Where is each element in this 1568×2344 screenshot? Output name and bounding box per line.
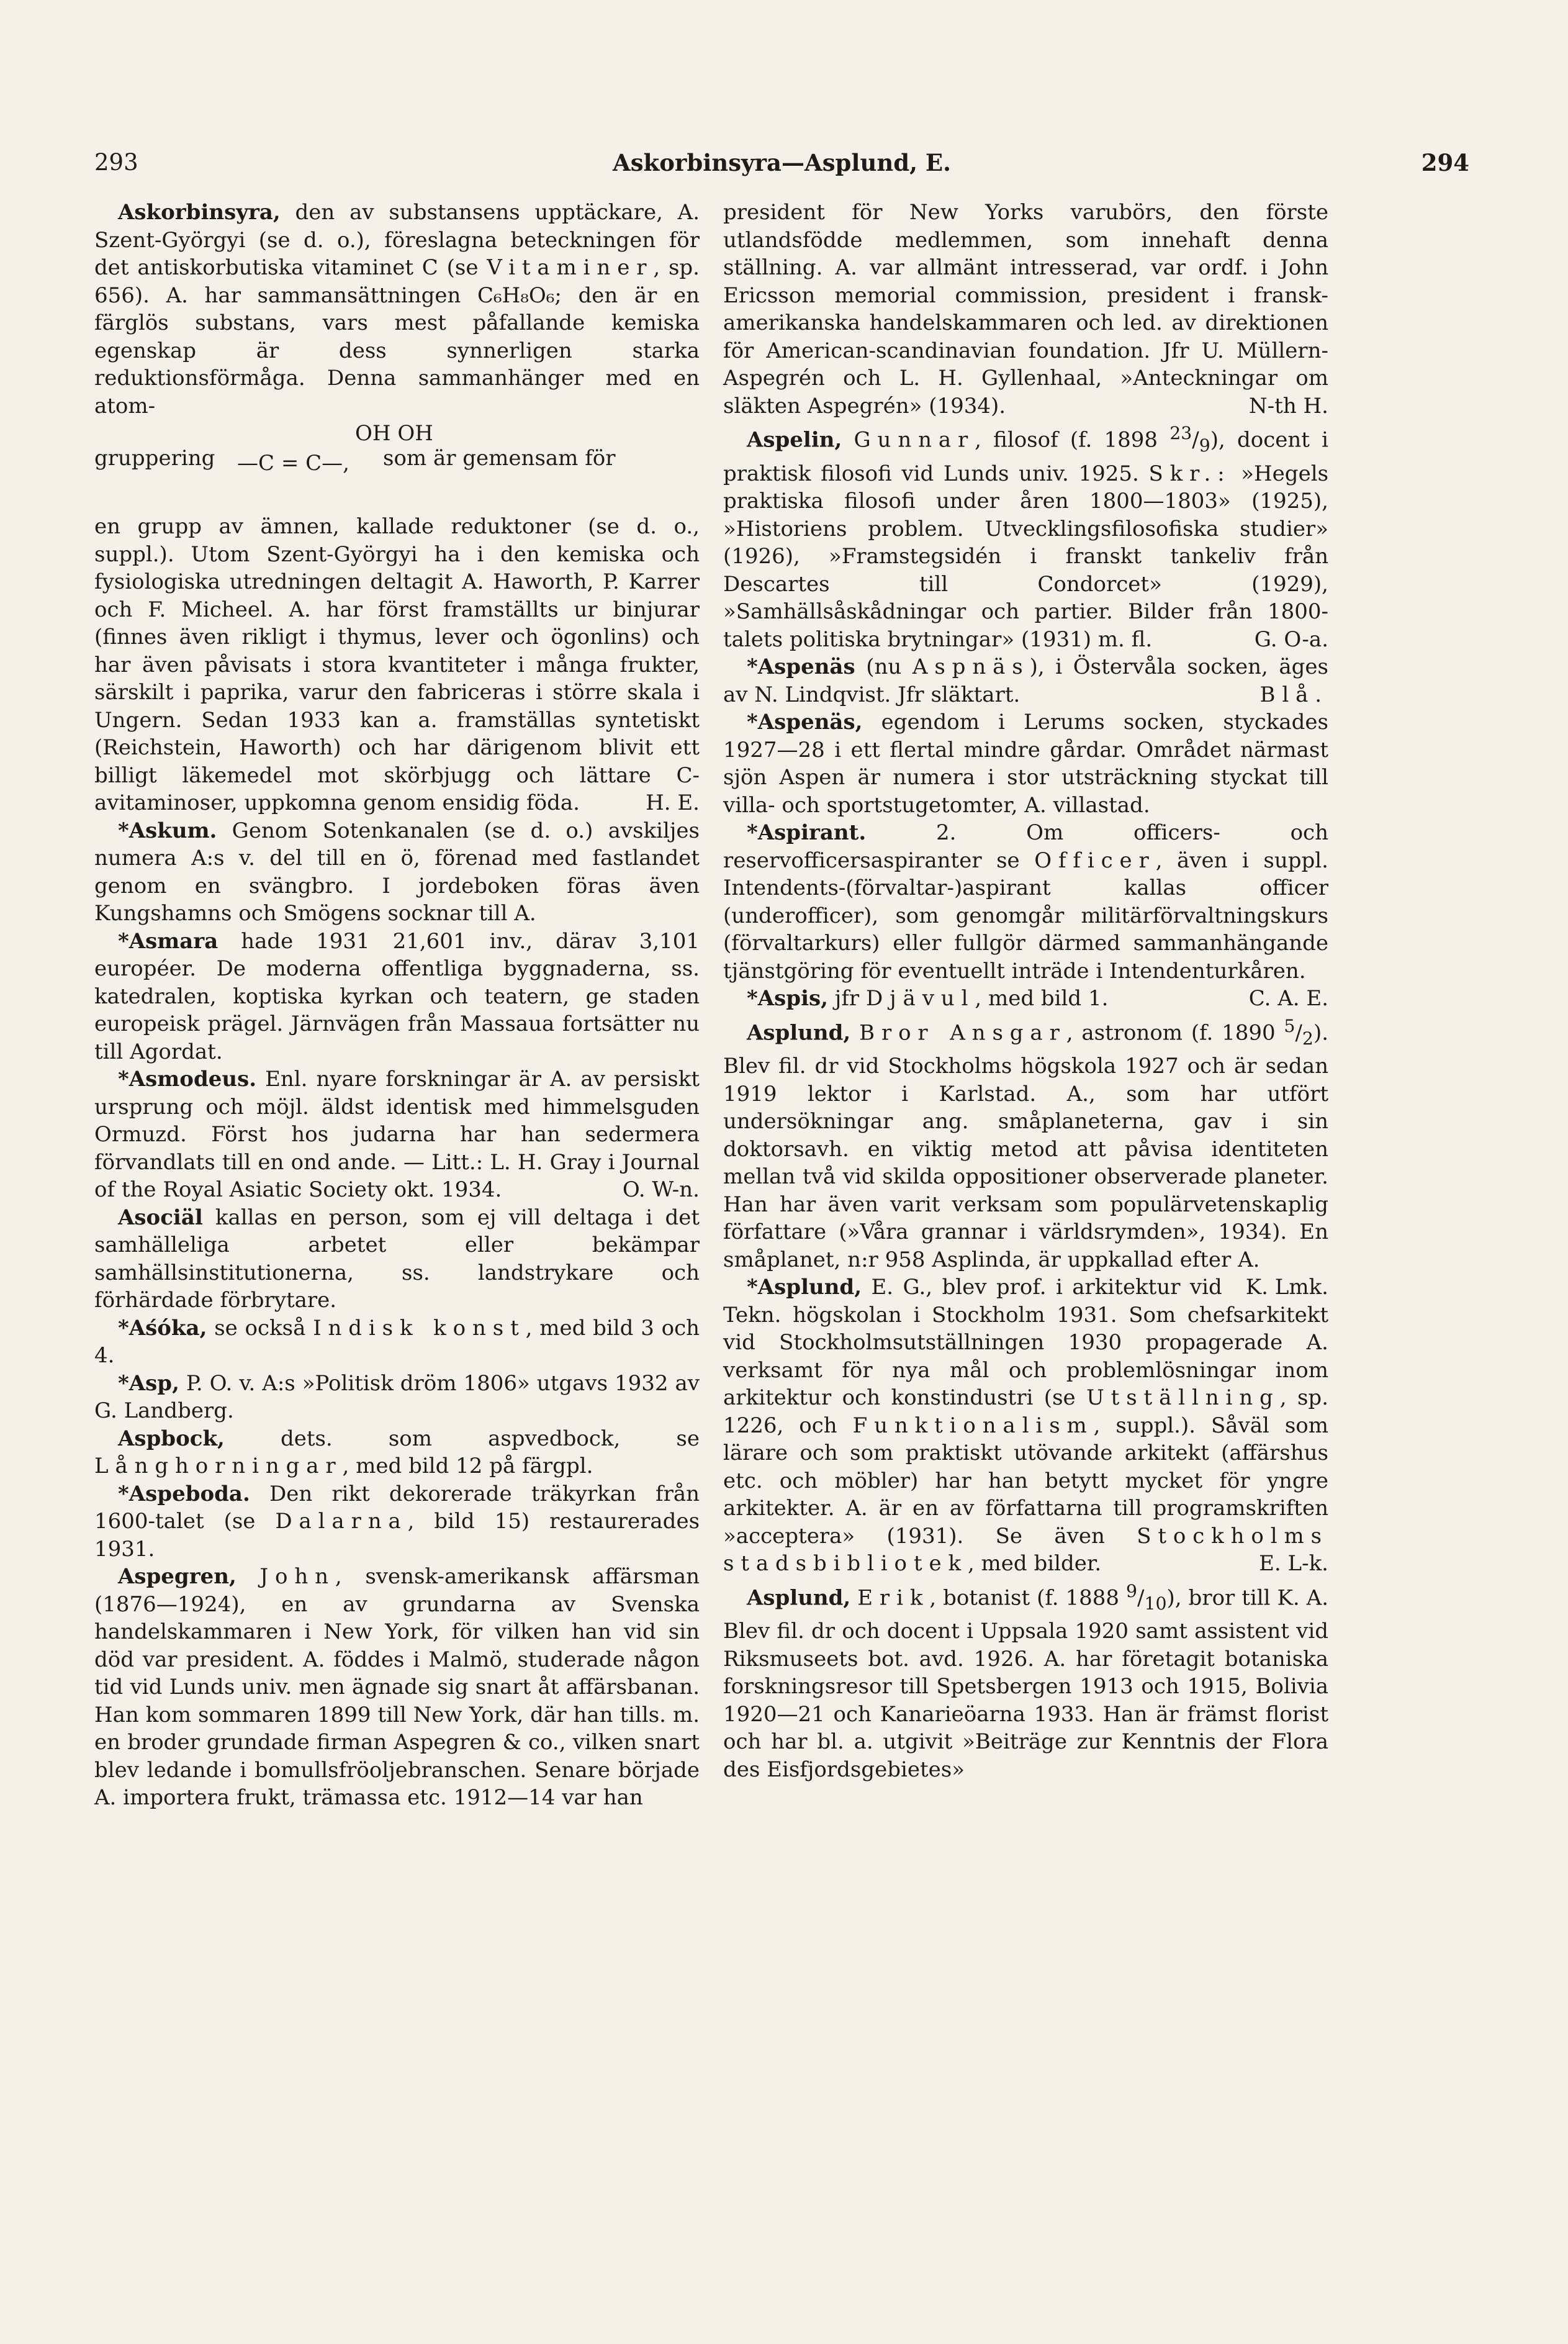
entry-text: egendom i Lerums socken, styckades 1927—28 i ett flertal mindre gårdar. Området närmast sjön Aspen är numera i stor utsträckning styckat till villa- och sportstugetomter, A. villastad. xyxy=(723,710,1329,818)
entry-text: dets. som aspvedbock, se xyxy=(280,1426,700,1451)
entry-text: Den rikt dekorerade träkyrkan från 1600-talet (se xyxy=(94,1481,700,1534)
entry-aspenas-1 xyxy=(723,653,1328,708)
entry-text: hade 1931 21,601 inv., därav 3,101 européer. De moderna offentliga byggnaderna, ss. katedralen, koptiska kyrkan och teatern, ge staden europeisk prägel. Järnvägen från Massaua fortsätter nu till Agordat. xyxy=(94,928,700,1064)
headword: Aspegren, xyxy=(118,1564,237,1589)
entry-aspegren xyxy=(94,1563,700,1812)
page-number-right: 294 xyxy=(1421,149,1469,176)
headword: *Aspirant. xyxy=(747,820,867,846)
entry-asmodeus xyxy=(94,1066,700,1204)
cross-reference: Indisk konst xyxy=(313,1315,526,1341)
headword: *Aspis, xyxy=(747,986,828,1011)
entry-text: se också xyxy=(214,1315,306,1341)
entry-text: en grupp av ämnen, kallade reduktoner (se d. o., suppl.). Utom Szent-Györgyi ha i den kemiska och fysiologiska utredningen deltagit A. Haworth, P. Karrer och F. Micheel. A. har först framställts ur binjurar (finnes även rikligt i thymus, lever och ögonlins) och har även påvisats i stora kvantiteter i många frukter, särskilt i paprika, varur den fabriceras i större skala i Ungern. Sedan 1933 kan a. framställas syntetiskt (Reichstein, Haworth) och har därigenom blivit ett billigt läkemedel mot skörbjugg och lättare C-avitaminoser, uppkomna genom ensidig föda. xyxy=(94,514,700,815)
chemical-formula xyxy=(94,420,700,513)
entry-text: den av substansens upptäckare, A. Szent-Györgyi (se d. o.), föreslagna beteckningen för det antiskorbutiska vitaminet C (se xyxy=(94,200,700,280)
date-day: 5 xyxy=(1284,1015,1295,1036)
entry-askorbinsyra xyxy=(94,199,700,420)
entry-asplund-erik: Asplund, Erik, botanist (f. 1888 $^9/_{10}$), bror till K. A. Blev fil. dr och docent i Uppsala 1920 samt assistent vid Riksmuseets bot. avd. 1926. A. har företagit botaniska forskningsresor till Spetsbergen 1913 och 1915, Bolivia 1920—21 och Kanarieöarna 1933. Han är främst florist och har bl. a. utgivit »Beiträge zur Kenntnis der Flora des Eisfjordsgebietes» xyxy=(723,1580,1329,1782)
entry-text: 2. Om officers- och reservofficersaspiranter se xyxy=(723,820,1328,873)
cross-reference: Stockholms stadsbibliotek xyxy=(723,1523,1328,1577)
entry-asplund-bror: Asplund, Bror Ansgar, astronom (f. 1890 $^5/_2$). Blev fil. dr vid Stockholms högskola 1927 och är sedan 1919 lektor i Karlstad. A., som har utfört undersökningar ang. småplaneterna, gav i sin doktorsavh. en viktig metod att påvisa identiteten mellan två vid skilda oppositioner observerade planeter. Han har även varit verksam som populärvetenskaplig författare (»Våra grannar i världsrymden», 1934). En småplanet, n:r 958 Asplinda, är uppkallad efter A. K. Lmk. xyxy=(723,1013,1328,1274)
entry-text: , med bilder. xyxy=(967,1551,1102,1577)
running-head: Askorbinsyra—Asplund, E. xyxy=(613,149,951,176)
person-name: Gunnar xyxy=(854,427,975,453)
headword: *Aspenäs xyxy=(747,654,855,680)
entry-text: Enl. nyare forskningar är A. av persiskt ursprung och möjl. äldst identisk med himmelsguden Ormuzd. Först hos judarna har han sedermera förvandlats till en ond ande. — Litt.: L. H. Gray i Journal of the Royal Asiatic Society okt. 1934. xyxy=(94,1067,700,1202)
entry-aspegren-cont xyxy=(723,199,1328,420)
entry-askum xyxy=(94,817,700,928)
right-column xyxy=(723,199,1328,1783)
person-name: Erik xyxy=(857,1585,930,1611)
cross-reference: Djävul xyxy=(866,986,975,1011)
formula-bond: —C = C—, xyxy=(237,451,349,476)
date-month: 10 xyxy=(1144,1593,1167,1614)
entry-text: P. O. v. A:s »Politisk dröm 1806» utgavs 1932 av G. Landberg. xyxy=(94,1370,700,1423)
headword: *Aspenäs, xyxy=(747,710,863,735)
headword: Aspbock, xyxy=(118,1426,225,1451)
entry-text: , även i suppl. Intendents-(förvaltar-)aspirant kallas officer (underofficer), som genomgår militärförvaltningskurs (förvaltarkurs) eller fullgör därmed sammanhängande tjänstgöring för eventuellt inträde i Intendenturkåren. xyxy=(723,848,1328,984)
entry-askorbinsyra-cont xyxy=(94,513,700,817)
author-signature: H. E. xyxy=(646,790,700,815)
author-signature: N-th H. xyxy=(1248,393,1328,419)
date-month: 2 xyxy=(1302,1028,1313,1049)
formula-trailing-text: som är gemensam för xyxy=(383,446,616,471)
headword: Asplund, xyxy=(747,1585,851,1611)
headword: *Asmara xyxy=(118,928,219,954)
page-number-left: 293 xyxy=(94,149,138,176)
entry-text: , med bild 12 på färgpl. xyxy=(342,1454,593,1478)
entry-aspelin: Aspelin, Gunnar, filosof (f. 1898 $^{23}/_9$), docent i praktisk filosofi vid Lunds univ. 1925. Skr.: »Hegels praktiska filosofi under åren 1800—1803» (1925), »Historiens problem. Utvecklingsfilosofiska studier» (1926), »Framstegsidén i franskt tankeliv från Descartes till Condorcet» (1929), »Samhällsåskådningar och partier. Bilder från 1800-talets politiska brytningar» (1931) m. fl. G. O-a. xyxy=(723,420,1328,653)
date-month: 9 xyxy=(1199,435,1210,456)
entry-asmara xyxy=(94,928,700,1066)
entry-text: , sp. 656). A. har sammansättningen C₆H₈O₆; den är en färglös substans, vars mest påfallande kemiska egenskap är dess synnerligen starka reduktionsförmåga. Denna sammanhänger med en atom- xyxy=(94,255,700,419)
cross-reference: Utställning xyxy=(1086,1385,1280,1411)
author-signature: Blå. xyxy=(1259,682,1328,707)
cross-reference: Officer xyxy=(1034,848,1156,873)
author-signature: O. W-n. xyxy=(622,1177,700,1202)
author-signature: C. A. E. xyxy=(1248,986,1328,1011)
headword: *Aśóka, xyxy=(118,1315,207,1341)
entry-asocial xyxy=(94,1204,700,1315)
entry-text: , astronom (f. 1890 xyxy=(1066,1020,1276,1045)
author-signature: K. Lmk. xyxy=(1245,1275,1328,1300)
cross-reference: Funktionalism xyxy=(852,1413,1094,1438)
cross-reference: Långhorningar xyxy=(94,1454,343,1478)
date-day: 23 xyxy=(1169,423,1192,443)
person-name: John xyxy=(259,1564,335,1589)
entry-text: , filosof (f. 1898 xyxy=(975,427,1158,453)
author-signature: E. L-k. xyxy=(1259,1551,1328,1577)
headword: *Asp, xyxy=(118,1370,179,1396)
entry-text: , botanist (f. 1888 xyxy=(929,1585,1120,1611)
entry-asplund-eg xyxy=(723,1274,1328,1578)
headword: *Asmodeus. xyxy=(118,1067,257,1092)
entry-aspenas-2 xyxy=(723,708,1328,819)
cross-reference: Vitaminer xyxy=(487,255,654,280)
headword: Asociäl xyxy=(118,1205,203,1230)
entry-text: (nu xyxy=(866,654,902,680)
headword: *Aspeboda. xyxy=(118,1481,250,1506)
formula-label: gruppering xyxy=(94,446,215,471)
entry-aspeboda xyxy=(94,1480,700,1563)
entry-text: , svensk-amerikansk affärsman (1876—1924), en av grundarna av Svenska handelskammaren i New York, för vilken han vid sin död var president. A. föddes i Malmö, studerade någon tid vid Lunds univ. men ägnade sig snart åt affärsbanan. Han kom sommaren 1899 till New York, där han tills. m. en broder grundade firman Aspegren & co., vilken snart blev ledande i bomullsfröoljebranschen. Senare började A. importera frukt, trämassa etc. 1912—14 var han xyxy=(94,1564,700,1810)
headword: Asplund, xyxy=(747,1020,851,1045)
entry-text: Genom Sotenkanalen (se d. o.) avskiljes numera A:s v. del till en ö, förenad med fastlandet genom en svängbro. I jordeboken föras även Kungshamns och Smögens socknar till A. xyxy=(94,818,700,926)
author-signature: G. O-a. xyxy=(1254,627,1328,652)
entry-text: , med bild 1. xyxy=(975,986,1109,1011)
entry-text: kallas en person, som ej vill deltaga i det samhälleliga arbetet eller bekämpar samhällsinstitutionerna, ss. landstrykare och förhärdade förbrytare. xyxy=(94,1205,700,1313)
entry-text: , med bild 3 och 4. xyxy=(94,1315,700,1368)
headword: Aspelin, xyxy=(747,427,842,453)
entry-asoka xyxy=(94,1315,700,1370)
entry-asp xyxy=(94,1370,700,1425)
page-header xyxy=(94,149,1469,186)
entry-text: ), i Östervåla socken, äges av N. Lindqvist. Jfr släktart. xyxy=(723,654,1328,707)
entry-text: , bild 15) restaurerades 1931. xyxy=(94,1509,700,1562)
entry-text: ). Blev fil. dr vid Stockholms högskola 1927 och är sedan 1919 lektor i Karlstad. A., som har utfört undersökningar ang. småplaneterna, gav i sin doktorsavh. en viktig metod att påvisa identiteten mellan två vid skilda oppositioner observerade planeter. Han har även varit verksam som populärvetenskaplig författare (»Våra grannar i världsrymden», 1934). En småplanet, n:r 958 Asplinda, är uppkallad efter A. xyxy=(723,1020,1329,1272)
entry-text: »Hegels praktiska filosofi under åren 1800—1803» (1925), »Historiens problem. Utvecklingsfilosofiska studier» (1926), »Framstegsidén i franskt tankeliv från Descartes till Condorcet» (1929), »Samhällsåskådningar och partier. Bilder från 1800-talets politiska brytningar» (1931) m. fl. xyxy=(723,461,1329,652)
headword: *Askum. xyxy=(118,818,217,843)
entry-text: ), docent i praktisk filosofi vid Lunds univ. 1925. xyxy=(723,427,1329,486)
date-day: 9 xyxy=(1125,1580,1138,1601)
left-column xyxy=(94,199,700,1812)
entry-text: , suppl.). Såväl som lärare och som praktiskt utövande arkitekt (affärshus etc. och möbler) har han betytt mycket för yngre arkitekter. A. är en av författarna till programskriften »acceptera» (1931). Se även xyxy=(723,1413,1328,1549)
entry-text: president för New Yorks varubörs, den förste utlandsfödde medlemmen, som innehaft denna ställning. A. var allmänt intresserad, var ordf. i John Ericsson memorial commission, president i fransk-amerikanska handelskammaren och led. av direktionen för American-scandinavian foundation. Jfr U. Müllern-Aspegrén och L. H. Gyllenhaal, »Anteckningar om släkten Aspegrén» (1934). xyxy=(723,200,1328,419)
cross-reference: Dalarna xyxy=(275,1509,408,1534)
headword: *Asplund, xyxy=(747,1275,862,1300)
formula-oh-groups: OH OH xyxy=(355,421,433,446)
headword: Askorbinsyra, xyxy=(118,200,281,225)
works-label: Skr.: xyxy=(1148,461,1232,486)
entry-text: E. G., blev prof. i arkitektur vid Tekn. högskolan i Stockholm 1931. Som chefsarkitekt vid Stockholmsutställningen 1930 propagerade A. verksamt för nya mål och problemlösningar inom arkitektur och konstindustri (se xyxy=(723,1275,1328,1411)
entry-text: jfr xyxy=(834,986,860,1011)
entry-aspbock xyxy=(94,1425,700,1480)
entry-text: , sp. 1226, och xyxy=(723,1385,1328,1438)
entry-text: ), bror till K. A. Blev fil. dr och docent i Uppsala 1920 samt assistent vid Riksmuseets bot. avd. 1926. A. har företagit botaniska forskningsresor till Spetsbergen 1913 och 1915, Bolivia 1920—21 och Kanarieöarna 1933. Han är främst florist och har bl. a. utgivit »Beiträge zur Kenntnis der Flora des Eisfjordsgebietes» xyxy=(723,1585,1329,1782)
place-name: Aspnäs xyxy=(912,654,1030,680)
person-name: Bror Ansgar xyxy=(859,1020,1066,1045)
